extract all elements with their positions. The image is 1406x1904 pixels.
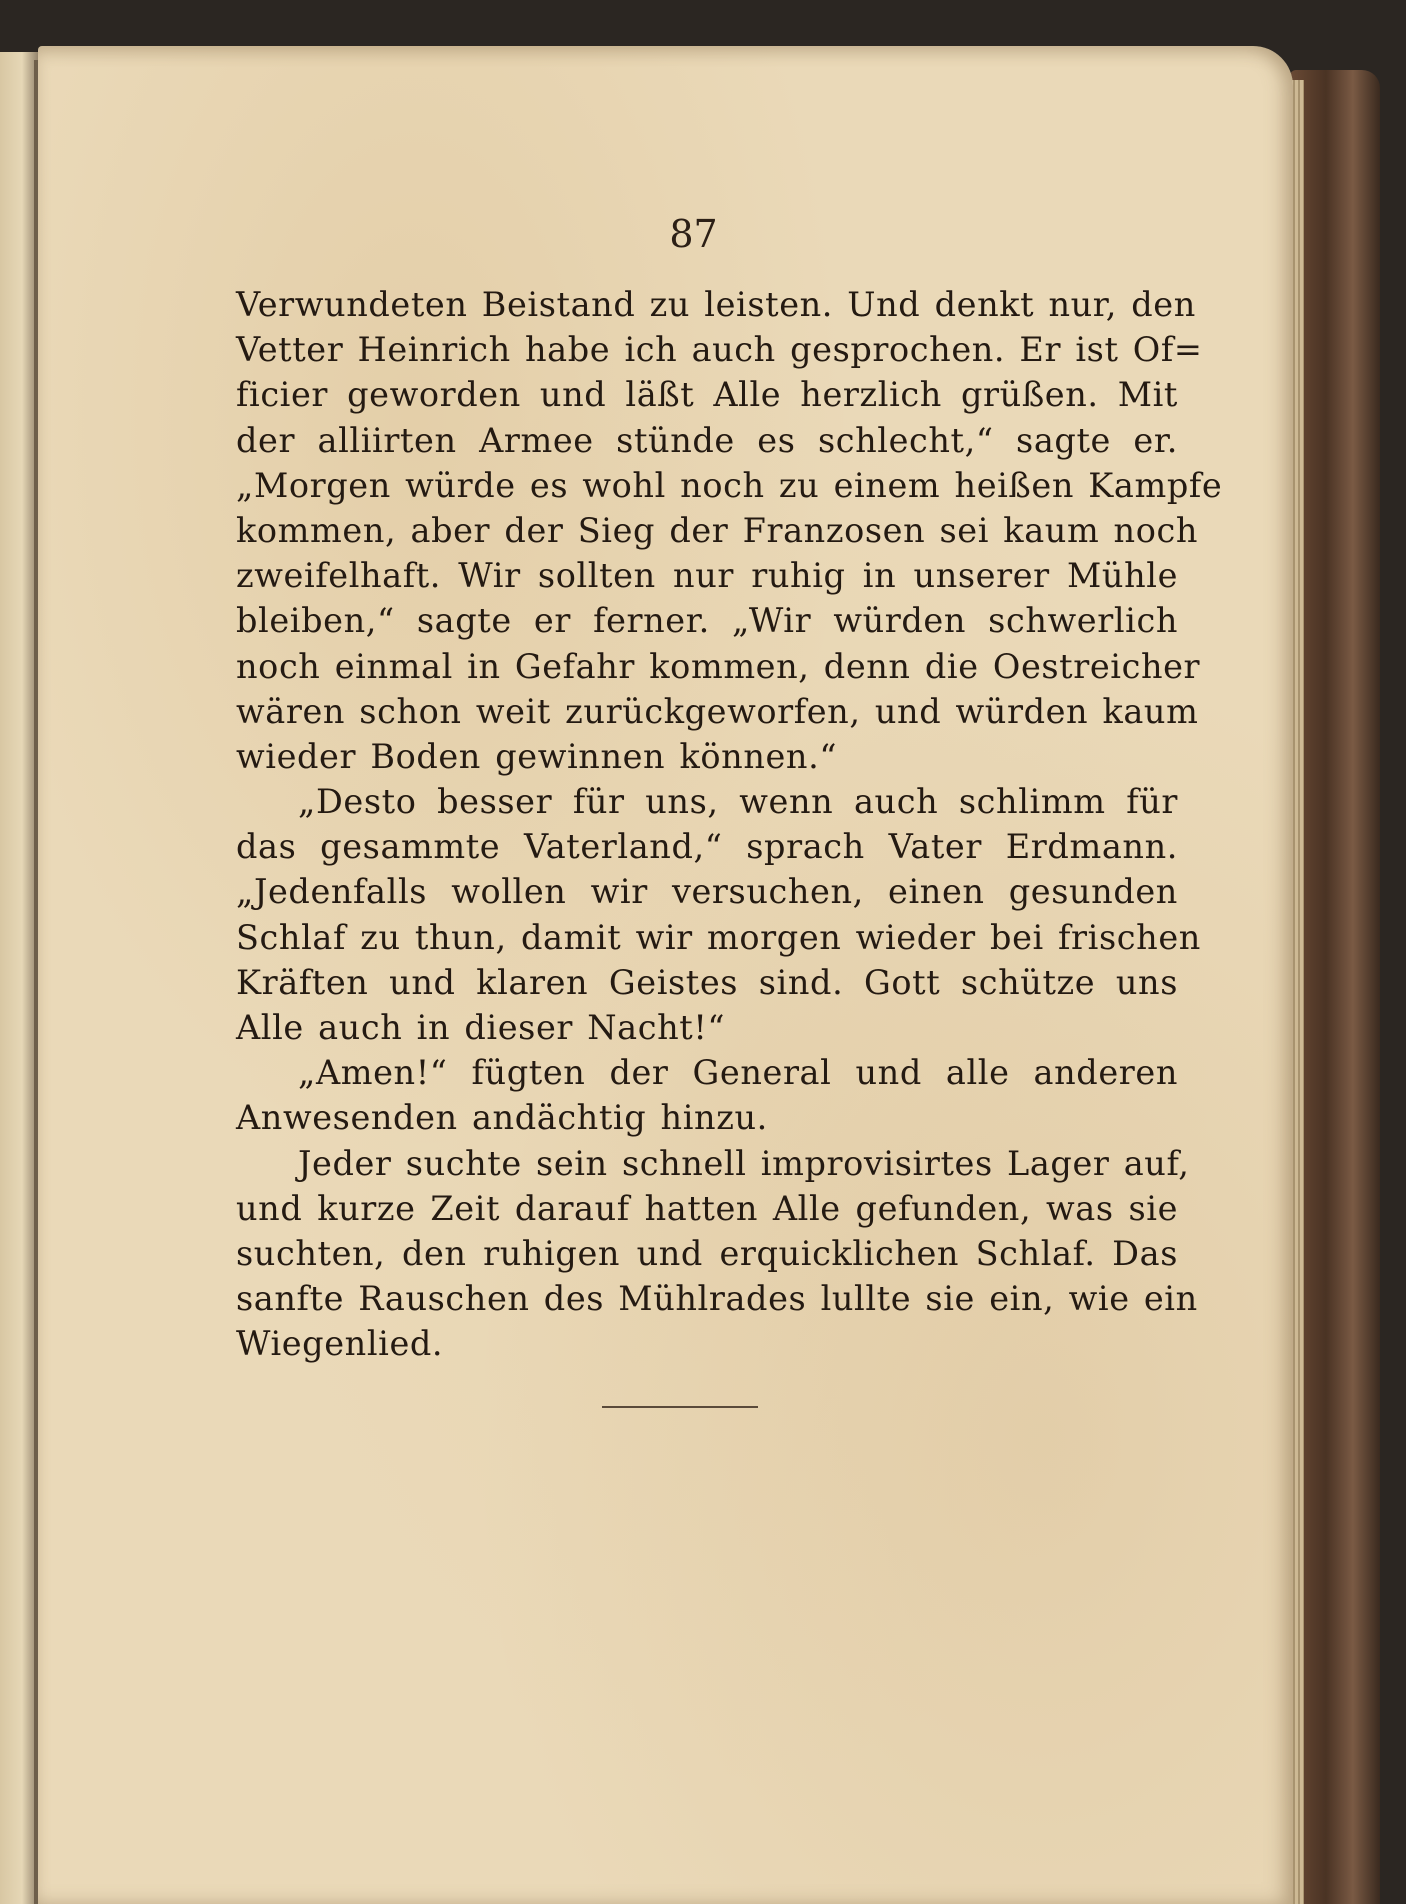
text-line: „Morgen würde es wohl noch zu einem heißen Kampfe xyxy=(236,465,1223,505)
page-number: 87 xyxy=(669,212,718,256)
text-line: zweifelhaft. Wir sollten nur ruhig in unserer Mühle xyxy=(236,556,1178,596)
text-line: das gesammte Vaterland,“ sprach Vater Erdmann. xyxy=(236,827,1178,867)
page-body-text xyxy=(236,282,1223,1367)
book-page xyxy=(38,46,1293,1904)
text-line: Anwesenden andächtig hinzu. xyxy=(236,1098,768,1138)
text-line: der alliirten Armee stünde es schlecht,“ sagte er. xyxy=(236,420,1178,460)
text-line: ficier geworden und läßt Alle herzlich grüßen. Mit xyxy=(236,375,1178,415)
text-line: Jeder suchte sein schnell improvisirtes Lager auf, xyxy=(298,1143,1190,1183)
text-line: kommen, aber der Sieg der Franzosen sei kaum noch xyxy=(236,510,1199,550)
text-line: Kräften und klaren Geistes sind. Gott schütze uns xyxy=(236,962,1178,1002)
text-line: „Desto besser für uns, wenn auch schlimm für xyxy=(298,782,1178,822)
chapter-end-rule xyxy=(602,1406,758,1408)
text-line: „Amen!“ fügten der General und alle anderen xyxy=(298,1053,1178,1093)
text-line: Schlaf zu thun, damit wir morgen wieder bei frischen xyxy=(236,917,1201,957)
text-line: suchten, den ruhigen und erquicklichen Schlaf. Das xyxy=(236,1233,1178,1273)
text-line: Alle auch in dieser Nacht!“ xyxy=(236,1008,726,1047)
text-line: und kurze Zeit darauf hatten Alle gefunden, was sie xyxy=(236,1188,1178,1228)
text-line: wären schon weit zurückgeworfen, und würden kaum xyxy=(236,691,1199,731)
text-line: Verwundeten Beistand zu leisten. Und denkt nur, den xyxy=(236,285,1196,324)
text-line: noch einmal in Gefahr kommen, denn die Oestreicher xyxy=(236,646,1201,686)
text-line: „Jedenfalls wollen wir versuchen, einen gesunden xyxy=(236,872,1178,912)
text-line: Wiegenlied. xyxy=(236,1324,444,1364)
text-line: wieder Boden gewinnen können.“ xyxy=(236,736,838,776)
text-line: bleiben,“ sagte er ferner. „Wir würden schwerlich xyxy=(236,601,1178,641)
text-line: sanfte Rauschen des Mühlrades lullte sie ein, wie ein xyxy=(236,1279,1198,1319)
text-line: Vetter Heinrich habe ich auch gesprochen. Er ist Of= xyxy=(236,330,1203,370)
